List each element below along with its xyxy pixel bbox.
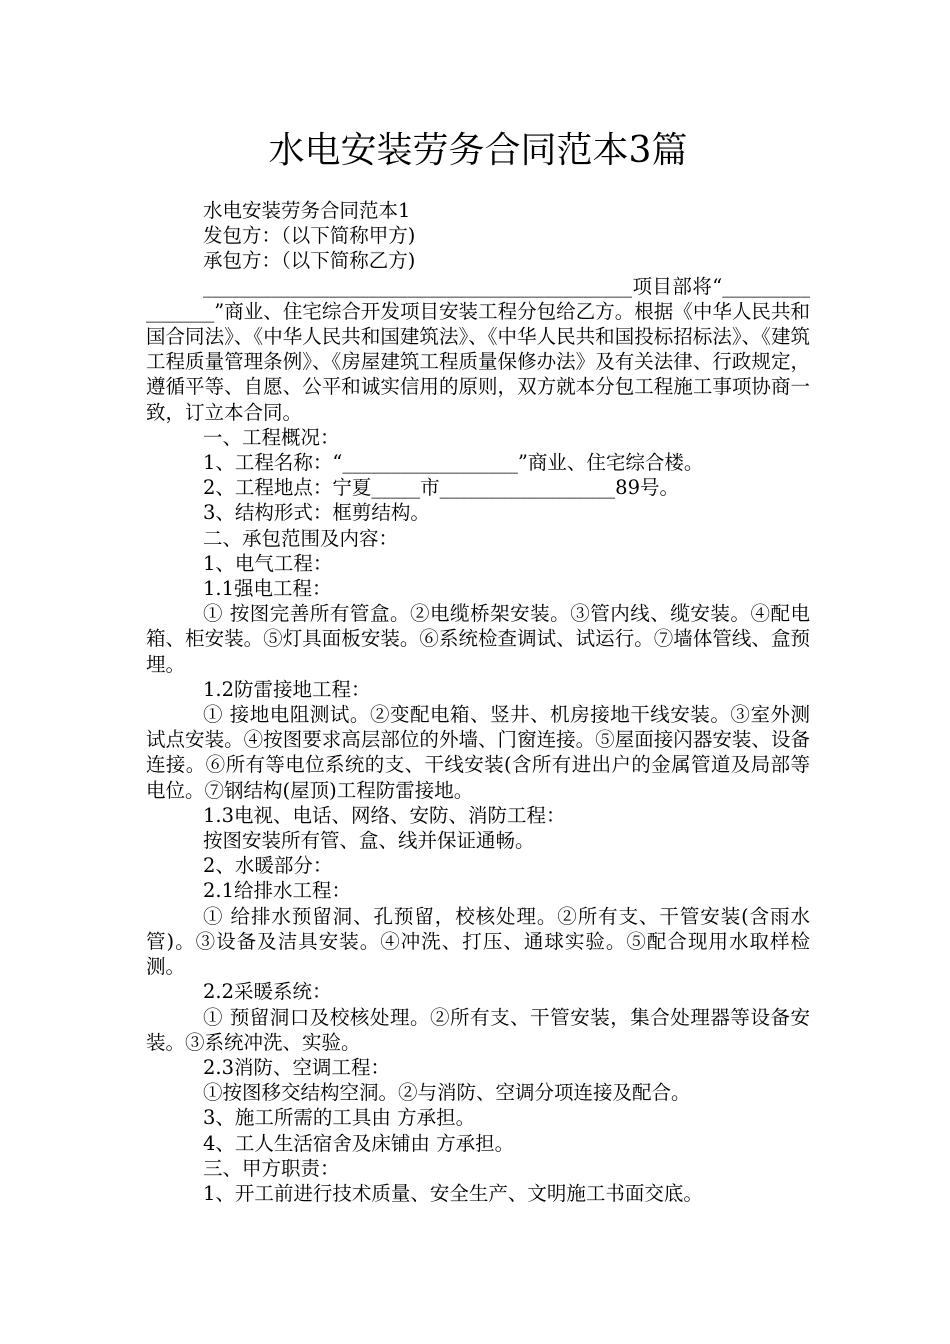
- paragraph: 发包方：（以下简称甲方): [203, 224, 416, 248]
- paragraph: 2、水暖部分：: [203, 854, 333, 878]
- paragraph: 水电安装劳务合同范本1: [203, 199, 411, 222]
- paragraph: 2、工程地点：宁夏_____市__________________89号。: [203, 476, 679, 500]
- paragraph: 1、开工前进行技术质量、安全生产、文明施工书面交底。: [203, 1181, 703, 1205]
- paragraph: 3、施工所需的工具由 方承担。: [203, 1106, 476, 1130]
- paragraph: 一、工程概况：: [203, 425, 340, 449]
- paragraph: 按图安装所有管、盒、线并保证通畅。: [203, 829, 535, 853]
- document-title: 水电安装劳务合同范本3篇: [268, 130, 688, 171]
- paragraph: ____________________________________________项目部将“________________”商业、住宅综合开发项目安装工程分包给乙方。根据《中华人民共和国合同法》、《中华人民共和国建筑法》、《中华人民共和国投标招标法》、《建筑工程质量管理条例》、《房屋建筑工程质量保修办法》及有关法律、行政规定，遵循平等、自愿、公平和诚实信用的原则，双方就本分包工程施工事项协商一致，订立本合同。: [146, 274, 810, 424]
- paragraph: ① 预留洞口及校核处理。②所有支、干管安装，集合处理器等设备安装。③系统冲洗、实验。: [146, 1005, 810, 1054]
- paragraph: ① 按图完善所有管盒。②电缆桥架安装。③管内线、缆安装。④配电箱、柜安装。⑤灯具面板安装。⑥系统检查调试、试运行。⑦墙体管线、盒预埋。: [146, 602, 810, 676]
- paragraph: ①按图移交结构空洞。②与消防、空调分项连接及配合。: [203, 1081, 691, 1105]
- paragraph: ① 给排水预留洞、孔预留，校核处理。②所有支、干管安装(含雨水管)。③设备及洁具安装。④冲洗、打压、通球实验。⑤配合现用水取样检测。: [146, 904, 810, 979]
- paragraph: 承包方：（以下简称乙方): [203, 249, 416, 273]
- paragraph: 2.1给排水工程：: [203, 879, 352, 903]
- paragraph: 1.1强电工程：: [203, 577, 332, 601]
- paragraph: 2.2采暖系统：: [203, 980, 332, 1004]
- paragraph: 3、结构形式：框剪结构。: [203, 501, 430, 525]
- paragraph: 三、甲方职责：: [203, 1156, 340, 1180]
- paragraph: 1.3电视、电话、网络、安防、消防工程：: [203, 803, 566, 827]
- paragraph: 1、电气工程：: [203, 551, 333, 575]
- paragraph: 1、工程名称：“__________________”商业、住宅综合楼。: [203, 451, 704, 475]
- document-body: [146, 198, 810, 1206]
- paragraph: ① 接地电阻测试。②变配电箱、竖井、机房接地干线安装。③室外测试点安装。④按图要求高层部位的外墙、门窗连接。⑤屋面接闪器安装、设备连接。⑥所有等电位系统的支、干线安装(含所有进出户的金属管道及局部等电位。⑦钢结构(屋顶)工程防雷接地。: [146, 703, 810, 802]
- paragraph: 2.3消防、空调工程：: [203, 1055, 391, 1079]
- paragraph: 1.2防雷接地工程：: [203, 677, 371, 701]
- paragraph: 二、承包范围及内容：: [203, 526, 399, 550]
- paragraph: 4、工人生活宿舍及床铺由 方承担。: [203, 1131, 515, 1155]
